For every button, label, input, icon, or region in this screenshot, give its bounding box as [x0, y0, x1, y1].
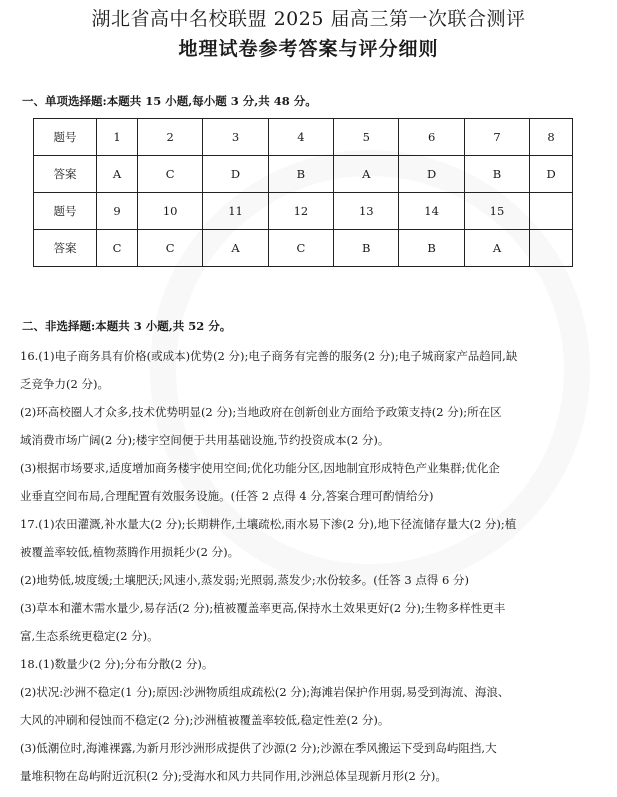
table-cell: 15 [464, 193, 529, 230]
table-cell: C [138, 230, 203, 267]
answers-body [20, 342, 600, 790]
table-cell: 13 [334, 193, 399, 230]
table-cell: C [138, 156, 203, 193]
answer-line: (2)环高校圈人才众多,技术优势明显(2 分);当地政府在创新创业方面给予政策支持(2 分);所在区 [20, 405, 502, 419]
row-label-question: 题号 [34, 119, 97, 156]
row-label-answer: 答案 [34, 156, 97, 193]
table-cell: 3 [203, 119, 268, 156]
answer-line-q17: 17.(1)农田灌溉,补水量大(2 分);长期耕作,土壤疏松,雨水易下渗(2 分),地下径流储存量大(2 分);植 [20, 517, 517, 531]
row-label-question: 题号 [34, 193, 97, 230]
table-cell: B [399, 230, 464, 267]
answer-line-q16: 16.(1)电子商务具有价格(或成本)优势(2 分);电子商务有完善的服务(2 分);电子城商家产品趋同,缺 [20, 349, 518, 363]
table-cell: C [268, 230, 333, 267]
table-cell: B [464, 156, 529, 193]
answer-line: 富,生态系统更稳定(2 分)。 [20, 629, 159, 643]
document-title: 湖北省高中名校联盟 2025 届高三第一次联合测评 [91, 8, 526, 30]
table-cell: A [334, 156, 399, 193]
table-cell: A [464, 230, 529, 267]
table-cell: 1 [97, 119, 138, 156]
table-cell [530, 230, 573, 267]
table-cell: 11 [203, 193, 268, 230]
answer-line: (3)根据市场要求,适度增加商务楼宇使用空间;优化功能分区,因地制宜形成特色产业集群;优化企 [20, 461, 500, 475]
answer-line: (3)低潮位时,海滩裸露,为新月形沙洲形成提供了沙源(2 分);沙源在季风搬运下受到岛屿阻挡,大 [20, 741, 497, 755]
answer-line: 大风的冲刷和侵蚀而不稳定(2 分);沙洲植被覆盖率较低,稳定性差(2 分)。 [20, 713, 390, 727]
table-cell: 4 [268, 119, 333, 156]
table-row-answers-1 [34, 156, 573, 193]
section2-heading: 二、非选择题:本题共 3 小题,共 52 分。 [22, 319, 232, 333]
table-cell: 8 [530, 119, 573, 156]
table-cell: B [268, 156, 333, 193]
table-cell: D [399, 156, 464, 193]
row-label-answer: 答案 [34, 230, 97, 267]
table-cell: 2 [138, 119, 203, 156]
table-row-answers-2 [34, 230, 573, 267]
table-cell: D [203, 156, 268, 193]
table-cell: 5 [334, 119, 399, 156]
answer-line: 量堆积物在岛屿附近沉积(2 分);受海水和风力共同作用,沙洲总体呈现新月形(2 分)。 [20, 769, 447, 783]
answer-line: 被覆盖率较低,植物蒸腾作用损耗少(2 分)。 [20, 545, 240, 559]
answer-line-q18: 18.(1)数量少(2 分);分布分散(2 分)。 [20, 657, 214, 671]
answer-line: (3)草本和灌木需水量少,易存活(2 分);植被覆盖率更高,保持水土效果更好(2 分);生物多样性更丰 [20, 601, 506, 615]
table-row-question-numbers-2 [34, 193, 573, 230]
table-cell: D [530, 156, 573, 193]
table-cell: 6 [399, 119, 464, 156]
answer-table [33, 118, 573, 267]
table-cell: 10 [138, 193, 203, 230]
table-cell: 7 [464, 119, 529, 156]
table-cell: B [334, 230, 399, 267]
answer-line: 域消费市场广阔(2 分);楼宇空间便于共用基础设施,节约投资成本(2 分)。 [20, 433, 390, 447]
answer-line: 乏竞争力(2 分)。 [20, 377, 109, 391]
answer-line: 业垂直空间布局,合理配置有效服务设施。(任答 2 点得 4 分,答案合理可酌情给分) [20, 489, 434, 503]
table-row-question-numbers-1 [34, 119, 573, 156]
answer-line: (2)状况:沙洲不稳定(1 分);原因:沙洲物质组成疏松(2 分);海滩岩保护作用弱,易受到海流、海浪、 [20, 685, 510, 699]
table-cell: 14 [399, 193, 464, 230]
table-cell: C [97, 230, 138, 267]
answer-line: (2)地势低,坡度缓;土壤肥沃;风速小,蒸发弱;光照弱,蒸发少;水份较多。(任答 3 点得 6 分) [20, 573, 469, 587]
table-cell: 12 [268, 193, 333, 230]
table-cell [530, 193, 573, 230]
table-cell: 9 [97, 193, 138, 230]
section1-heading: 一、单项选择题:本题共 15 小题,每小题 3 分,共 48 分。 [22, 94, 317, 108]
table-cell: A [203, 230, 268, 267]
table-cell: A [97, 156, 138, 193]
document-subtitle: 地理试卷参考答案与评分细则 [178, 38, 439, 60]
